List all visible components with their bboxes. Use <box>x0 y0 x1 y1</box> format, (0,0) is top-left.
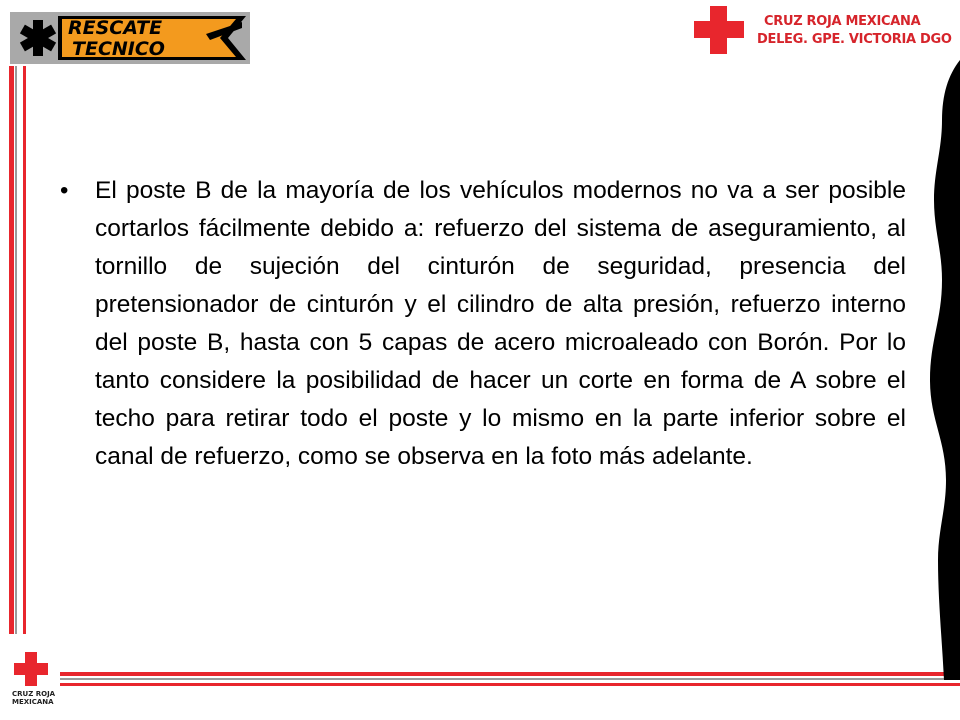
logo-line2: TECNICO <box>72 38 165 60</box>
logo-line1: RESCATE <box>68 17 163 39</box>
red-cross-icon <box>694 6 744 54</box>
bottom-red-rule-2 <box>60 683 960 686</box>
rescate-tecnico-logo <box>10 12 250 64</box>
cruz-roja-header <box>694 6 952 52</box>
footer-logo-line2: MEXICANA <box>12 698 54 706</box>
bullet-icon: • <box>60 177 69 204</box>
left-gray-rule <box>15 66 17 634</box>
org-name: CRUZ ROJA MEXICANA <box>764 14 921 29</box>
org-delegation: DELEG. GPE. VICTORIA DGO <box>757 32 952 47</box>
bottom-gray-rule <box>60 678 960 680</box>
footer-logo-line1: CRUZ ROJA <box>12 690 56 698</box>
black-silhouette-decoration <box>908 60 960 680</box>
rescate-tecnico-logo-graphic <box>10 12 250 64</box>
bullet-item <box>60 172 906 476</box>
cruz-roja-footer-logo <box>12 652 56 712</box>
main-content <box>60 172 906 476</box>
left-red-rule <box>9 66 14 634</box>
left-red-rule-2 <box>23 66 26 634</box>
bullet-paragraph: El poste B de la mayoría de los vehículos modernos no va a ser posible cortarlos fácilmente debido a: refuerzo del sistema de aseguramiento, al tornillo de sujeción del cinturón de seguridad, presencia del pretensionador de cinturón y el cilindro de alta presión, refuerzo interno del poste B, hasta con 5 capas de acero microaleado con Borón. Por lo tanto considere la posibilidad de hacer un corte en forma de A sobre el techo para retirar todo el poste y lo mismo en la parte inferior sobre el canal de refuerzo, como se observa en la foto más adelante. <box>95 177 906 470</box>
bottom-red-rule <box>60 672 960 676</box>
